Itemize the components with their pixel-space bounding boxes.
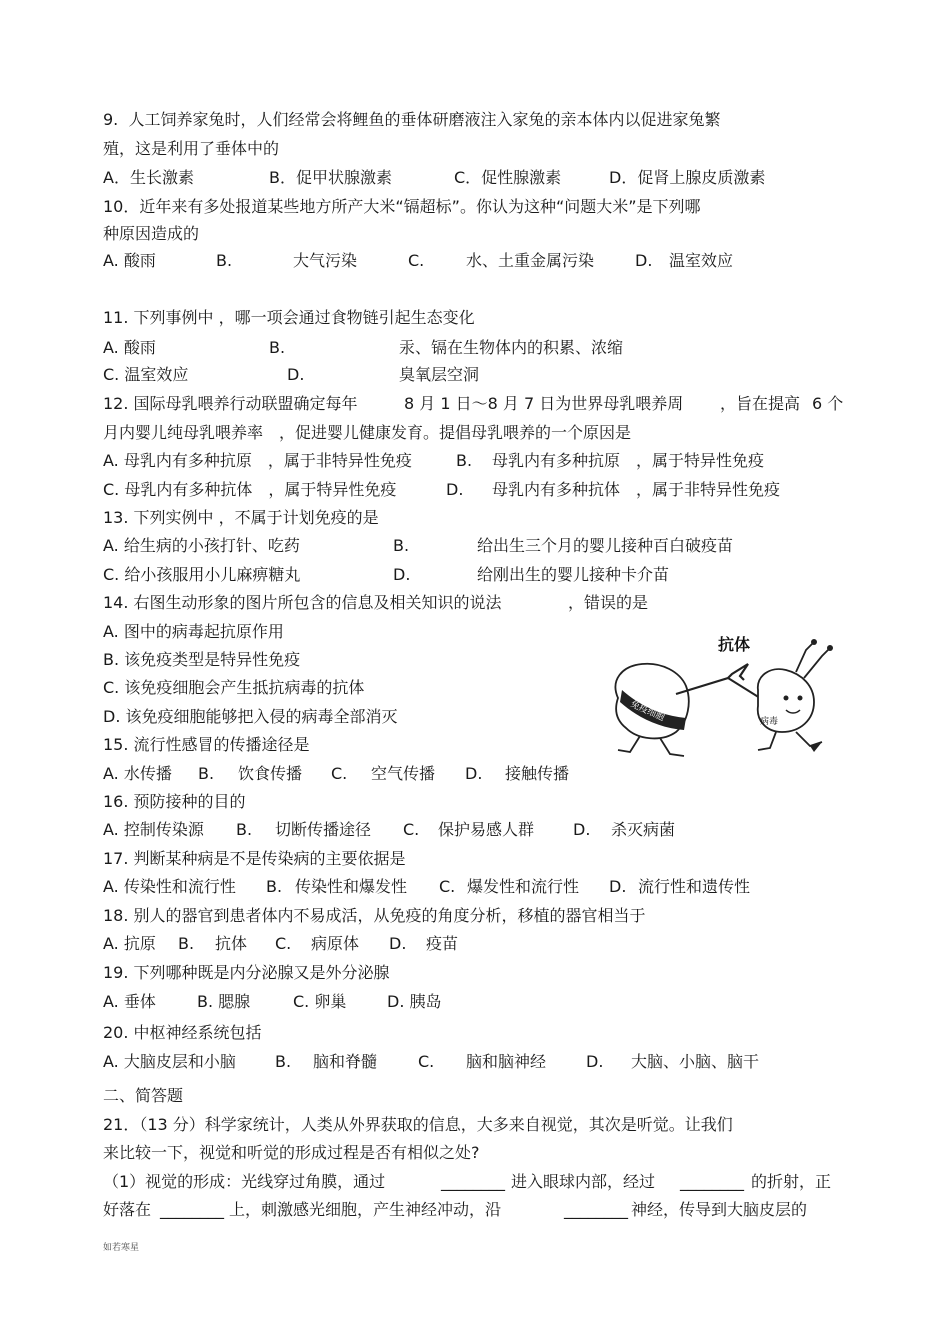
q12-option-b: 母乳内有多种抗原 ，属于特异性免疫	[492, 451, 765, 470]
q11-option-d: 臭氧层空洞	[399, 365, 480, 384]
q11-option-d-letter: D.	[287, 365, 305, 384]
q17-option-b-letter: B.	[266, 877, 283, 896]
q9-option-b: B．促甲状腺激素	[269, 168, 392, 187]
q15-option-d: 接触传播	[505, 764, 570, 783]
q21-line2: 来比较一下，视觉和听觉的形成过程是否有相似之处?	[103, 1143, 480, 1162]
q21-blank-3: ________	[160, 1200, 224, 1219]
q16-option-d-letter: D.	[573, 820, 591, 839]
q18-option-b: 抗体	[215, 934, 248, 953]
q20-option-c: 脑和脑神经	[466, 1052, 547, 1071]
q14-stem-part1: 14. 右图生动形象的图片所包含的信息及相关知识的说法	[103, 593, 502, 612]
q13-option-c: C. 给小孩服用小儿麻痹糖丸	[103, 565, 301, 584]
q15-option-c-letter: C.	[331, 764, 348, 783]
q16-option-a: A. 控制传染源	[103, 820, 204, 839]
q10-stem-line2: 种原因造成的	[103, 224, 200, 243]
q15-option-d-letter: D.	[465, 764, 483, 783]
q21-blank-4: ________	[564, 1200, 628, 1219]
q16-option-b: 切断传播途径	[275, 820, 372, 839]
page-footer: 如若寒星	[103, 1243, 140, 1253]
q20-option-c-letter: C.	[418, 1052, 435, 1071]
q18-option-a: A. 抗原	[103, 934, 156, 953]
q14-stem-part2: ，错误的是	[568, 593, 649, 612]
q12-option-c: C. 母乳内有多种抗体 ，属于特异性免疫	[103, 480, 397, 499]
q21-line3-part2: 进入眼球内部，经过	[511, 1172, 656, 1191]
q10-option-c-letter: C.	[408, 251, 425, 270]
q16-stem: 16. 预防接种的目的	[103, 792, 246, 811]
q11-option-b: 汞、镉在生物体内的积累、浓缩	[399, 338, 624, 357]
q10-option-d-letter: D.	[635, 251, 653, 270]
q15-stem: 15. 流行性感冒的传播途径是	[103, 735, 310, 754]
q15-option-c: 空气传播	[371, 764, 436, 783]
q10-stem-line1: 10．近年来有多处报道某些地方所产大米“镉超标”。你认为这种“问题大米”是下列哪	[103, 197, 701, 216]
q18-stem: 18. 别人的器官到患者体内不易成活，从免疫的角度分析，移植的器官相当于	[103, 906, 646, 925]
q16-option-d: 杀灭病菌	[611, 820, 676, 839]
q13-option-d: 给刚出生的婴儿接种卡介苗	[477, 565, 670, 584]
q20-option-b-letter: B.	[275, 1052, 292, 1071]
q12-option-d-letter: D.	[446, 480, 464, 499]
q10-option-d: 温室效应	[669, 251, 734, 270]
q15-option-a: A. 水传播	[103, 764, 172, 783]
q11-option-b-letter: B.	[269, 338, 286, 357]
q17-option-c-letter: C.	[439, 877, 456, 896]
q11-stem: 11. 下列事例中 ，哪一项会通过食物链引起生态变化	[103, 308, 475, 327]
q18-option-d: 疫苗	[426, 934, 459, 953]
q9-option-a: A．生长激素	[103, 168, 194, 187]
q20-option-d: 大脑、小脑、脑干	[631, 1052, 760, 1071]
q12-stem-part3: ，旨在提高	[720, 394, 801, 413]
q13-stem: 13. 下列实例中 ，不属于计划免疫的是	[103, 508, 379, 527]
q10-option-c: 水、土重金属污染	[466, 251, 595, 270]
q19-option-b: B. 腮腺	[197, 992, 251, 1011]
q21-line4-part3: 神经，传导到大脑皮层的	[631, 1200, 808, 1219]
q21-line4-part1: 好落在	[103, 1200, 152, 1219]
q12-option-d: 母乳内有多种抗体 ，属于非特异性免疫	[492, 480, 781, 499]
q10-option-a: A. 酸雨	[103, 251, 156, 270]
q13-option-d-letter: D.	[393, 565, 411, 584]
q15-option-b: 饮食传播	[238, 764, 303, 783]
q13-option-b: 给出生三个月的婴儿接种百白破疫苗	[477, 536, 734, 555]
q11-option-c: C. 温室效应	[103, 365, 189, 384]
q19-option-a: A. 垂体	[103, 992, 156, 1011]
q9-option-c: C．促性腺激素	[454, 168, 562, 187]
q21-line3-part3: 的折射，正	[751, 1172, 832, 1191]
q17-option-d-letter: D.	[609, 877, 627, 896]
section-heading: 二、简答题	[103, 1086, 184, 1105]
q20-option-a: A. 大脑皮层和小脑	[103, 1052, 236, 1071]
q12-option-a: A. 母乳内有多种抗原 ，属于非特异性免疫	[103, 451, 412, 470]
q10-option-b: 大气污染	[293, 251, 358, 270]
q14-option-a: A. 图中的病毒起抗原作用	[103, 622, 284, 641]
q9-stem-line2: 殖，这是利用了垂体中的	[103, 139, 280, 158]
q9-option-d: D．促肾上腺皮质激素	[609, 168, 766, 187]
q21-line4	[103, 1200, 903, 1320]
q13-option-a: A. 给生病的小孩打针、吃药	[103, 536, 300, 555]
q18-option-b-letter: B.	[178, 934, 195, 953]
q21-line1: 21．（13 分）科学家统计，人类从外界获取的信息，大多来自视觉，其次是听觉。让我们	[103, 1115, 733, 1134]
q17-stem: 17. 判断某种病是不是传染病的主要依据是	[103, 849, 406, 868]
q12-stem-part2: 8 月 1 日～8 月 7 日为世界母乳喂养周	[404, 394, 684, 413]
q18-option-c: 病原体	[311, 934, 360, 953]
q21-blank-2: ________	[680, 1172, 744, 1191]
q16-option-c-letter: C.	[403, 820, 420, 839]
q10-option-b-letter: B.	[216, 251, 233, 270]
q21-line4-part2: 上，刺激感光细胞，产生神经冲动，沿	[229, 1200, 502, 1219]
q11-option-a: A. 酸雨	[103, 338, 156, 357]
q19-stem: 19. 下列哪种既是内分泌腺又是外分泌腺	[103, 963, 390, 982]
q18-option-c-letter: C.	[275, 934, 292, 953]
q19-option-c: C. 卵巢	[293, 992, 347, 1011]
q13-option-b-letter: B.	[393, 536, 410, 555]
q12-stem-part1: 12. 国际母乳喂养行动联盟确定每年	[103, 394, 358, 413]
q19-option-d: D. 胰岛	[387, 992, 442, 1011]
q14-option-c: C. 该免疫细胞会产生抵抗病毒的抗体	[103, 678, 365, 697]
q17-option-a: A. 传染性和流行性	[103, 877, 236, 896]
q12-stem-line2: 月内婴儿纯母乳喂养率 ，促进婴儿健康发育。提倡母乳喂养的一个原因是	[103, 423, 632, 442]
q14-option-d: D. 该免疫细胞能够把入侵的病毒全部消灭	[103, 707, 398, 726]
q20-option-d-letter: D.	[586, 1052, 604, 1071]
q17-option-b: 传染性和爆发性	[295, 877, 408, 896]
q17-option-c: 爆发性和流行性	[467, 877, 580, 896]
q18-option-d-letter: D.	[389, 934, 407, 953]
q21-blank-1: ________	[441, 1172, 505, 1191]
q16-option-c: 保护易感人群	[438, 820, 535, 839]
virus-label: 病毒	[760, 717, 779, 727]
q20-option-b: 脑和脊髓	[313, 1052, 378, 1071]
immune-cell-label: 免疫细胞	[628, 699, 666, 724]
q21-line3-part1: （1）视觉的形成：光线穿过角膜，通过	[103, 1172, 386, 1191]
immune-cell-virus-illustration	[600, 628, 845, 763]
q16-option-b-letter: B.	[236, 820, 253, 839]
q12-stem-part4: 6 个	[812, 394, 844, 413]
q20-stem: 20. 中枢神经系统包括	[103, 1023, 262, 1042]
antibody-label: 抗体	[718, 635, 751, 654]
q17-option-d: 流行性和遗传性	[638, 877, 751, 896]
q14-option-b: B. 该免疫类型是特异性免疫	[103, 650, 301, 669]
q12-option-b-letter: B.	[456, 451, 473, 470]
q15-option-b-letter: B.	[198, 764, 215, 783]
q9-stem-line1: 9. 人工饲养家兔时，人们经常会将鲤鱼的垂体研磨液注入家兔的亲本体内以促进家兔繁	[103, 110, 721, 129]
